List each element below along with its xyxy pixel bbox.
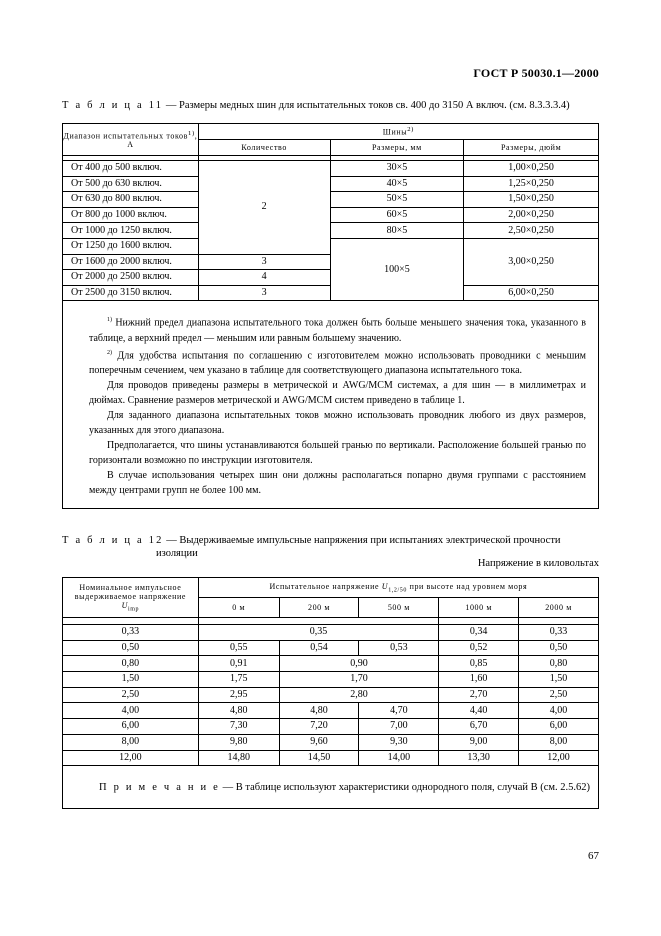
t11-col-inch: Размеры, дюйм [464, 140, 599, 156]
t11-col-range: Диапазон испытательных токов$^{1)}$, А [63, 124, 199, 156]
t12-col-0m: 0 м [198, 598, 279, 618]
table-row: От 1600 до 2000 включ. 3 [63, 254, 599, 270]
table-row: 8,00 9,80 9,60 9,30 9,00 8,00 [63, 734, 599, 750]
t12-col-1000m: 1000 м [439, 598, 519, 618]
t11-note-6: В случае использования четырех шин они должны располагаться попарно двумя группами с расстоянием между центрами групп не более 100 мм. [89, 470, 586, 496]
t12-note-label: П р и м е ч а н и е [99, 781, 221, 793]
table-row: 0,33 0,35 0,34 0,33 [63, 625, 599, 641]
table-row: 2,50 2,95 2,80 2,70 2,50 [63, 687, 599, 703]
table-row: От 800 до 1000 включ. 60×5 2,00×0,250 [63, 207, 599, 223]
t12-note [63, 766, 599, 809]
table12-units: Напряжение в киловольтах [477, 558, 599, 569]
t11-count-merged: 2 [198, 161, 330, 255]
table-row: 1,50 1,75 1,70 1,60 1,50 [63, 672, 599, 688]
table12 [62, 577, 599, 809]
t11-col-mm: Размеры, мм [330, 140, 464, 156]
t11-note-1: $^{1)}$ Нижний предел диапазона испытательного тока должен быть больше меньшего значения тока, указанного в таблице, а верхний предел — меньшим или равным большему значению. [89, 317, 587, 344]
t11-notes [63, 301, 599, 509]
t12-col-rated: Номинальное импульсное выдерживаемое напряжение $U_{imp}$ [63, 578, 199, 618]
t11-note-3: Для проводов приведены размеры в метрической и AWG/MCM системах, а для шин — в миллиметрах и дюймах. Сравнение размеров метрической и AWG/MCM систем приведено в таблице 1. [89, 380, 586, 406]
t11-mm-merged: 100×5 [330, 238, 464, 300]
table11-label: Т а б л и ц а 11 [62, 100, 164, 111]
table-row: 0,50 0,55 0,54 0,53 0,52 0,50 [63, 640, 599, 656]
t12-col-test: Испытательное напряжение $U_{1,2/50}$ при высоте над уровнем моря [198, 578, 598, 598]
t11-inch-merged: 3,00×0,250 [464, 238, 599, 285]
table-row: От 1250 до 1600 включ. 100×5 3,00×0,250 [63, 238, 599, 254]
table-row: От 500 до 630 включ. 40×5 1,25×0,250 [63, 176, 599, 192]
t11-note-2: $^{2)}$ Для удобства испытания по соглашению с изготовителем можно использовать проводники с меньшим поперечным сечением, чем указано в таблице для соответствующего диапазона испытательного тока. [89, 349, 587, 376]
table-row: От 400 до 500 включ. 2 30×5 1,00×0,250 [63, 161, 599, 177]
t11-col-bars: Шины$^{2)}$ [198, 124, 598, 140]
table12-caption-text-2: изоляции [156, 548, 198, 559]
table-row: 0,80 0,91 0,90 0,85 0,80 [63, 656, 599, 672]
page-number: 67 [588, 850, 599, 862]
t12-col-2000m: 2000 м [519, 598, 599, 618]
table-row: От 2500 до 3150 включ. 3 6,00×0,250 [63, 285, 599, 301]
table12-caption-text: — Выдерживаемые импульсные напряжения при испытаниях электрической прочности [166, 535, 561, 546]
table12-caption [62, 534, 562, 560]
table11 [62, 123, 599, 509]
t11-note-5: Предполагается, что шины устанавливаются большей гранью по вертикали. Расположение большей гранью по горизонтали возможно по инструкции изготовителя. [89, 440, 586, 466]
standard-number: ГОСТ Р 50030.1—2000 [473, 66, 599, 80]
table-row: От 630 до 800 включ. 50×5 1,50×0,250 [63, 192, 599, 208]
t12-note-text: — В таблице используют характеристики однородного поля, случай В (см. 2.5.62) [222, 781, 591, 793]
table12-label: Т а б л и ц а 12 [62, 535, 164, 546]
table-row: От 2000 до 2500 включ. 4 [63, 270, 599, 286]
table-row: 12,00 14,80 14,50 14,00 13,30 12,00 [63, 750, 599, 766]
table11-caption-text: — Размеры медных шин для испытательных токов св. 400 до 3150 А включ. (см. 8.3.3.3.4) [165, 100, 570, 111]
t12-col-500m: 500 м [359, 598, 439, 618]
t11-col-count: Количество [198, 140, 330, 156]
table-row: От 1000 до 1250 включ. 80×5 2,50×0,250 [63, 223, 599, 239]
table-row: 4,00 4,80 4,80 4,70 4,40 4,00 [63, 703, 599, 719]
table11-caption [62, 99, 622, 112]
t11-note-4: Для заданного диапазона испытательных токов можно использовать проводник любого из двух размеров, указанных для этого диапазона. [89, 410, 586, 436]
table-row: 6,00 7,30 7,20 7,00 6,70 6,00 [63, 719, 599, 735]
t12-col-200m: 200 м [279, 598, 359, 618]
